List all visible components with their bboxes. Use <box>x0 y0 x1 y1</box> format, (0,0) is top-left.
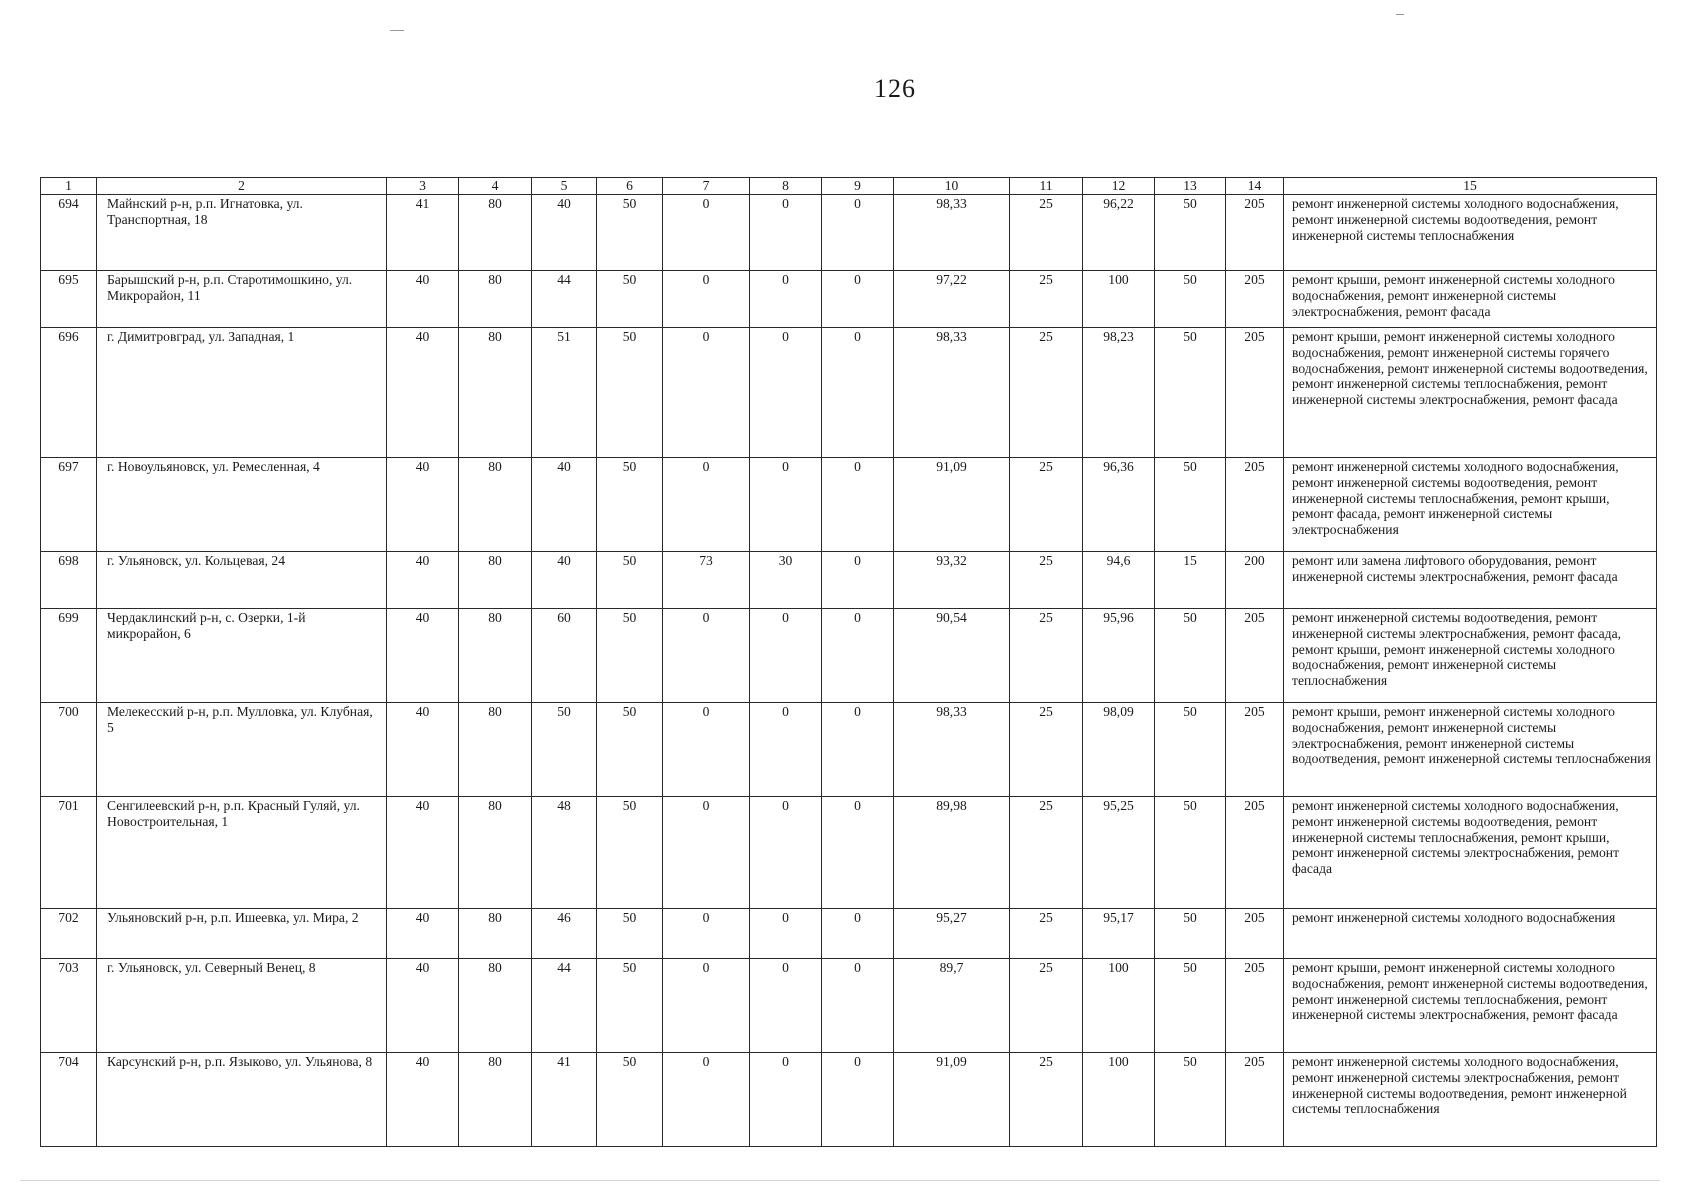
cell-col-7: 0 <box>663 195 750 271</box>
cell-col-14: 205 <box>1226 328 1284 458</box>
cell-row-index: 694 <box>41 195 97 271</box>
cell-address: Барышский р-н, р.п. Старотимошкино, ул. Микрорайон, 11 <box>97 271 387 328</box>
cell-repair-works: ремонт инженерной системы холодного водоснабжения <box>1284 909 1657 959</box>
cell-col-14: 205 <box>1226 909 1284 959</box>
cell-col-10: 97,22 <box>894 271 1010 328</box>
table-row <box>41 609 1657 703</box>
cell-col-9: 0 <box>822 609 894 703</box>
cell-col-4: 80 <box>459 703 532 797</box>
cell-col-3: 40 <box>387 552 459 609</box>
cell-col-7: 0 <box>663 609 750 703</box>
cell-address: Мелекесский р-н, р.п. Мулловка, ул. Клубная, 5 <box>97 703 387 797</box>
column-header-3: 3 <box>387 178 459 195</box>
table-row <box>41 195 1657 271</box>
cell-col-10: 91,09 <box>894 458 1010 552</box>
cell-col-4: 80 <box>459 458 532 552</box>
cell-address: г. Ульяновск, ул. Северный Венец, 8 <box>97 959 387 1053</box>
cell-col-5: 46 <box>532 909 597 959</box>
cell-col-6: 50 <box>597 195 663 271</box>
cell-col-13: 50 <box>1155 703 1226 797</box>
cell-col-10: 98,33 <box>894 195 1010 271</box>
column-header-7: 7 <box>663 178 750 195</box>
column-number-row <box>41 178 1657 195</box>
cell-col-3: 40 <box>387 909 459 959</box>
cell-col-9: 0 <box>822 959 894 1053</box>
cell-col-13: 15 <box>1155 552 1226 609</box>
cell-col-5: 60 <box>532 609 597 703</box>
cell-col-13: 50 <box>1155 1053 1226 1147</box>
cell-col-9: 0 <box>822 328 894 458</box>
cell-row-index: 701 <box>41 797 97 909</box>
cell-col-6: 50 <box>597 458 663 552</box>
cell-col-10: 89,7 <box>894 959 1010 1053</box>
cell-col-7: 0 <box>663 458 750 552</box>
cell-col-12: 100 <box>1083 959 1155 1053</box>
cell-repair-works: ремонт крыши, ремонт инженерной системы холодного водоснабжения, ремонт инженерной системы электроснабжения, ремонт инженерной системы водоотведения, ремонт инженерной системы теплоснабжения <box>1284 703 1657 797</box>
cell-col-9: 0 <box>822 703 894 797</box>
cell-col-7: 0 <box>663 909 750 959</box>
cell-col-9: 0 <box>822 1053 894 1147</box>
cell-col-8: 0 <box>750 271 822 328</box>
column-header-4: 4 <box>459 178 532 195</box>
cell-row-index: 702 <box>41 909 97 959</box>
scan-mark <box>20 1180 1660 1181</box>
cell-col-5: 40 <box>532 552 597 609</box>
cell-col-13: 50 <box>1155 195 1226 271</box>
cell-col-9: 0 <box>822 552 894 609</box>
cell-row-index: 698 <box>41 552 97 609</box>
cell-col-14: 205 <box>1226 1053 1284 1147</box>
cell-col-8: 0 <box>750 195 822 271</box>
cell-col-8: 0 <box>750 797 822 909</box>
cell-col-4: 80 <box>459 959 532 1053</box>
table-row <box>41 271 1657 328</box>
cell-col-13: 50 <box>1155 458 1226 552</box>
cell-col-14: 205 <box>1226 703 1284 797</box>
column-header-6: 6 <box>597 178 663 195</box>
cell-col-8: 0 <box>750 909 822 959</box>
cell-col-12: 100 <box>1083 271 1155 328</box>
cell-col-9: 0 <box>822 909 894 959</box>
cell-col-4: 80 <box>459 195 532 271</box>
cell-col-12: 94,6 <box>1083 552 1155 609</box>
cell-col-14: 205 <box>1226 959 1284 1053</box>
cell-col-11: 25 <box>1010 703 1083 797</box>
table-row <box>41 703 1657 797</box>
cell-col-7: 0 <box>663 959 750 1053</box>
cell-col-6: 50 <box>597 552 663 609</box>
column-header-13: 13 <box>1155 178 1226 195</box>
table-row <box>41 1053 1657 1147</box>
cell-col-13: 50 <box>1155 328 1226 458</box>
cell-col-12: 100 <box>1083 1053 1155 1147</box>
cell-col-8: 0 <box>750 609 822 703</box>
cell-col-6: 50 <box>597 328 663 458</box>
cell-address: г. Димитровград, ул. Западная, 1 <box>97 328 387 458</box>
cell-col-11: 25 <box>1010 328 1083 458</box>
cell-col-11: 25 <box>1010 959 1083 1053</box>
cell-address: Ульяновский р-н, р.п. Ишеевка, ул. Мира, 2 <box>97 909 387 959</box>
cell-col-6: 50 <box>597 703 663 797</box>
column-header-11: 11 <box>1010 178 1083 195</box>
cell-repair-works: ремонт или замена лифтового оборудования, ремонт инженерной системы электроснабжения, ремонт фасада <box>1284 552 1657 609</box>
cell-col-7: 0 <box>663 271 750 328</box>
cell-col-13: 50 <box>1155 959 1226 1053</box>
cell-col-11: 25 <box>1010 195 1083 271</box>
cell-col-8: 0 <box>750 328 822 458</box>
cell-col-13: 50 <box>1155 609 1226 703</box>
cell-repair-works: ремонт инженерной системы холодного водоснабжения, ремонт инженерной системы водоотведения, ремонт инженерной системы теплоснабжения <box>1284 195 1657 271</box>
cell-address: г. Ульяновск, ул. Кольцевая, 24 <box>97 552 387 609</box>
cell-col-12: 95,17 <box>1083 909 1155 959</box>
cell-address: Майнский р-н, р.п. Игнатовка, ул. Транспортная, 18 <box>97 195 387 271</box>
column-header-5: 5 <box>532 178 597 195</box>
cell-repair-works: ремонт инженерной системы холодного водоснабжения, ремонт инженерной системы электроснабжения, ремонт инженерной системы водоотведения, ремонт инженерной системы теплоснабжения <box>1284 1053 1657 1147</box>
cell-col-10: 93,32 <box>894 552 1010 609</box>
cell-col-8: 0 <box>750 458 822 552</box>
cell-col-6: 50 <box>597 1053 663 1147</box>
cell-col-10: 95,27 <box>894 909 1010 959</box>
cell-col-3: 40 <box>387 328 459 458</box>
cell-row-index: 696 <box>41 328 97 458</box>
cell-row-index: 695 <box>41 271 97 328</box>
cell-col-9: 0 <box>822 195 894 271</box>
table-body <box>41 195 1657 1147</box>
cell-address: Чердаклинский р-н, с. Озерки, 1-й микрорайон, 6 <box>97 609 387 703</box>
cell-col-11: 25 <box>1010 909 1083 959</box>
cell-col-11: 25 <box>1010 458 1083 552</box>
cell-col-6: 50 <box>597 271 663 328</box>
cell-col-12: 96,22 <box>1083 195 1155 271</box>
cell-col-5: 44 <box>532 959 597 1053</box>
cell-col-10: 98,33 <box>894 328 1010 458</box>
cell-address: Сенгилеевский р-н, р.п. Красный Гуляй, ул. Новостроительная, 1 <box>97 797 387 909</box>
cell-col-4: 80 <box>459 797 532 909</box>
cell-col-5: 40 <box>532 195 597 271</box>
cell-row-index: 697 <box>41 458 97 552</box>
cell-col-7: 0 <box>663 1053 750 1147</box>
cell-col-10: 91,09 <box>894 1053 1010 1147</box>
cell-col-11: 25 <box>1010 797 1083 909</box>
cell-col-9: 0 <box>822 458 894 552</box>
table-row <box>41 328 1657 458</box>
page-number: 126 <box>874 74 916 103</box>
cell-col-4: 80 <box>459 552 532 609</box>
cell-col-9: 0 <box>822 797 894 909</box>
cell-col-4: 80 <box>459 609 532 703</box>
cell-col-4: 80 <box>459 909 532 959</box>
cell-col-13: 50 <box>1155 909 1226 959</box>
cell-col-13: 50 <box>1155 271 1226 328</box>
cell-col-3: 40 <box>387 271 459 328</box>
cell-col-12: 98,23 <box>1083 328 1155 458</box>
cell-col-7: 73 <box>663 552 750 609</box>
column-header-10: 10 <box>894 178 1010 195</box>
cell-repair-works: ремонт инженерной системы холодного водоснабжения, ремонт инженерной системы водоотведения, ремонт инженерной системы теплоснабжения, ремонт крыши, ремонт фасада, ремонт инженерной системы электроснабжения <box>1284 458 1657 552</box>
cell-repair-works: ремонт инженерной системы водоотведения, ремонт инженерной системы электроснабжения, ремонт фасада, ремонт крыши, ремонт инженерной системы холодного водоснабжения, ремонт инженерной системы теплоснабжения <box>1284 609 1657 703</box>
cell-col-8: 0 <box>750 959 822 1053</box>
cell-col-8: 30 <box>750 552 822 609</box>
cell-repair-works: ремонт инженерной системы холодного водоснабжения, ремонт инженерной системы водоотведения, ремонт инженерной системы теплоснабжения, ремонт крыши, ремонт инженерной системы электроснабжения, ремонт фасада <box>1284 797 1657 909</box>
cell-col-5: 51 <box>532 328 597 458</box>
cell-col-8: 0 <box>750 1053 822 1147</box>
column-header-14: 14 <box>1226 178 1284 195</box>
cell-repair-works: ремонт крыши, ремонт инженерной системы холодного водоснабжения, ремонт инженерной системы электроснабжения, ремонт фасада <box>1284 271 1657 328</box>
cell-col-12: 95,25 <box>1083 797 1155 909</box>
cell-col-3: 40 <box>387 959 459 1053</box>
cell-col-5: 41 <box>532 1053 597 1147</box>
cell-repair-works: ремонт крыши, ремонт инженерной системы холодного водоснабжения, ремонт инженерной системы водоотведения, ремонт инженерной системы теплоснабжения, ремонт инженерной системы электроснабжения, ремонт фасада <box>1284 959 1657 1053</box>
cell-address: Карсунский р-н, р.п. Языково, ул. Ульянова, 8 <box>97 1053 387 1147</box>
cell-col-5: 50 <box>532 703 597 797</box>
cell-col-12: 95,96 <box>1083 609 1155 703</box>
column-header-2: 2 <box>97 178 387 195</box>
cell-col-3: 40 <box>387 1053 459 1147</box>
table-row <box>41 959 1657 1053</box>
scan-mark <box>390 30 404 31</box>
cell-col-7: 0 <box>663 328 750 458</box>
cell-col-3: 40 <box>387 458 459 552</box>
cell-col-4: 80 <box>459 271 532 328</box>
cell-address: г. Новоульяновск, ул. Ремесленная, 4 <box>97 458 387 552</box>
cell-col-5: 40 <box>532 458 597 552</box>
cell-col-4: 80 <box>459 1053 532 1147</box>
column-header-1: 1 <box>41 178 97 195</box>
cell-col-14: 205 <box>1226 797 1284 909</box>
cell-col-6: 50 <box>597 909 663 959</box>
cell-col-11: 25 <box>1010 1053 1083 1147</box>
cell-col-7: 0 <box>663 797 750 909</box>
cell-col-3: 40 <box>387 609 459 703</box>
cell-row-index: 699 <box>41 609 97 703</box>
cell-col-12: 98,09 <box>1083 703 1155 797</box>
cell-col-5: 44 <box>532 271 597 328</box>
cell-row-index: 704 <box>41 1053 97 1147</box>
cell-col-14: 200 <box>1226 552 1284 609</box>
cell-col-7: 0 <box>663 703 750 797</box>
scan-mark <box>1396 14 1404 15</box>
cell-row-index: 703 <box>41 959 97 1053</box>
cell-col-13: 50 <box>1155 797 1226 909</box>
table-row <box>41 909 1657 959</box>
cell-col-5: 48 <box>532 797 597 909</box>
cell-col-11: 25 <box>1010 609 1083 703</box>
cell-row-index: 700 <box>41 703 97 797</box>
cell-col-10: 90,54 <box>894 609 1010 703</box>
cell-col-11: 25 <box>1010 552 1083 609</box>
cell-col-3: 41 <box>387 195 459 271</box>
cell-col-9: 0 <box>822 271 894 328</box>
cell-col-6: 50 <box>597 797 663 909</box>
column-header-12: 12 <box>1083 178 1155 195</box>
column-header-15: 15 <box>1284 178 1657 195</box>
cell-col-3: 40 <box>387 797 459 909</box>
cell-col-12: 96,36 <box>1083 458 1155 552</box>
table-row <box>41 552 1657 609</box>
cell-repair-works: ремонт крыши, ремонт инженерной системы холодного водоснабжения, ремонт инженерной системы горячего водоснабжения, ремонт инженерной системы водоотведения, ремонт инженерной системы теплоснабжения, ремонт инженерной системы электроснабжения, ремонт фасада <box>1284 328 1657 458</box>
cell-col-11: 25 <box>1010 271 1083 328</box>
table-row <box>41 797 1657 909</box>
cell-col-6: 50 <box>597 959 663 1053</box>
column-header-8: 8 <box>750 178 822 195</box>
cell-col-10: 98,33 <box>894 703 1010 797</box>
cell-col-4: 80 <box>459 328 532 458</box>
cell-col-8: 0 <box>750 703 822 797</box>
cell-col-10: 89,98 <box>894 797 1010 909</box>
table-header <box>41 178 1657 195</box>
cell-col-14: 205 <box>1226 609 1284 703</box>
cell-col-6: 50 <box>597 609 663 703</box>
cell-col-3: 40 <box>387 703 459 797</box>
table-row <box>41 458 1657 552</box>
cell-col-14: 205 <box>1226 271 1284 328</box>
column-header-9: 9 <box>822 178 894 195</box>
cell-col-14: 205 <box>1226 458 1284 552</box>
repair-program-table <box>40 177 1657 1147</box>
cell-col-14: 205 <box>1226 195 1284 271</box>
